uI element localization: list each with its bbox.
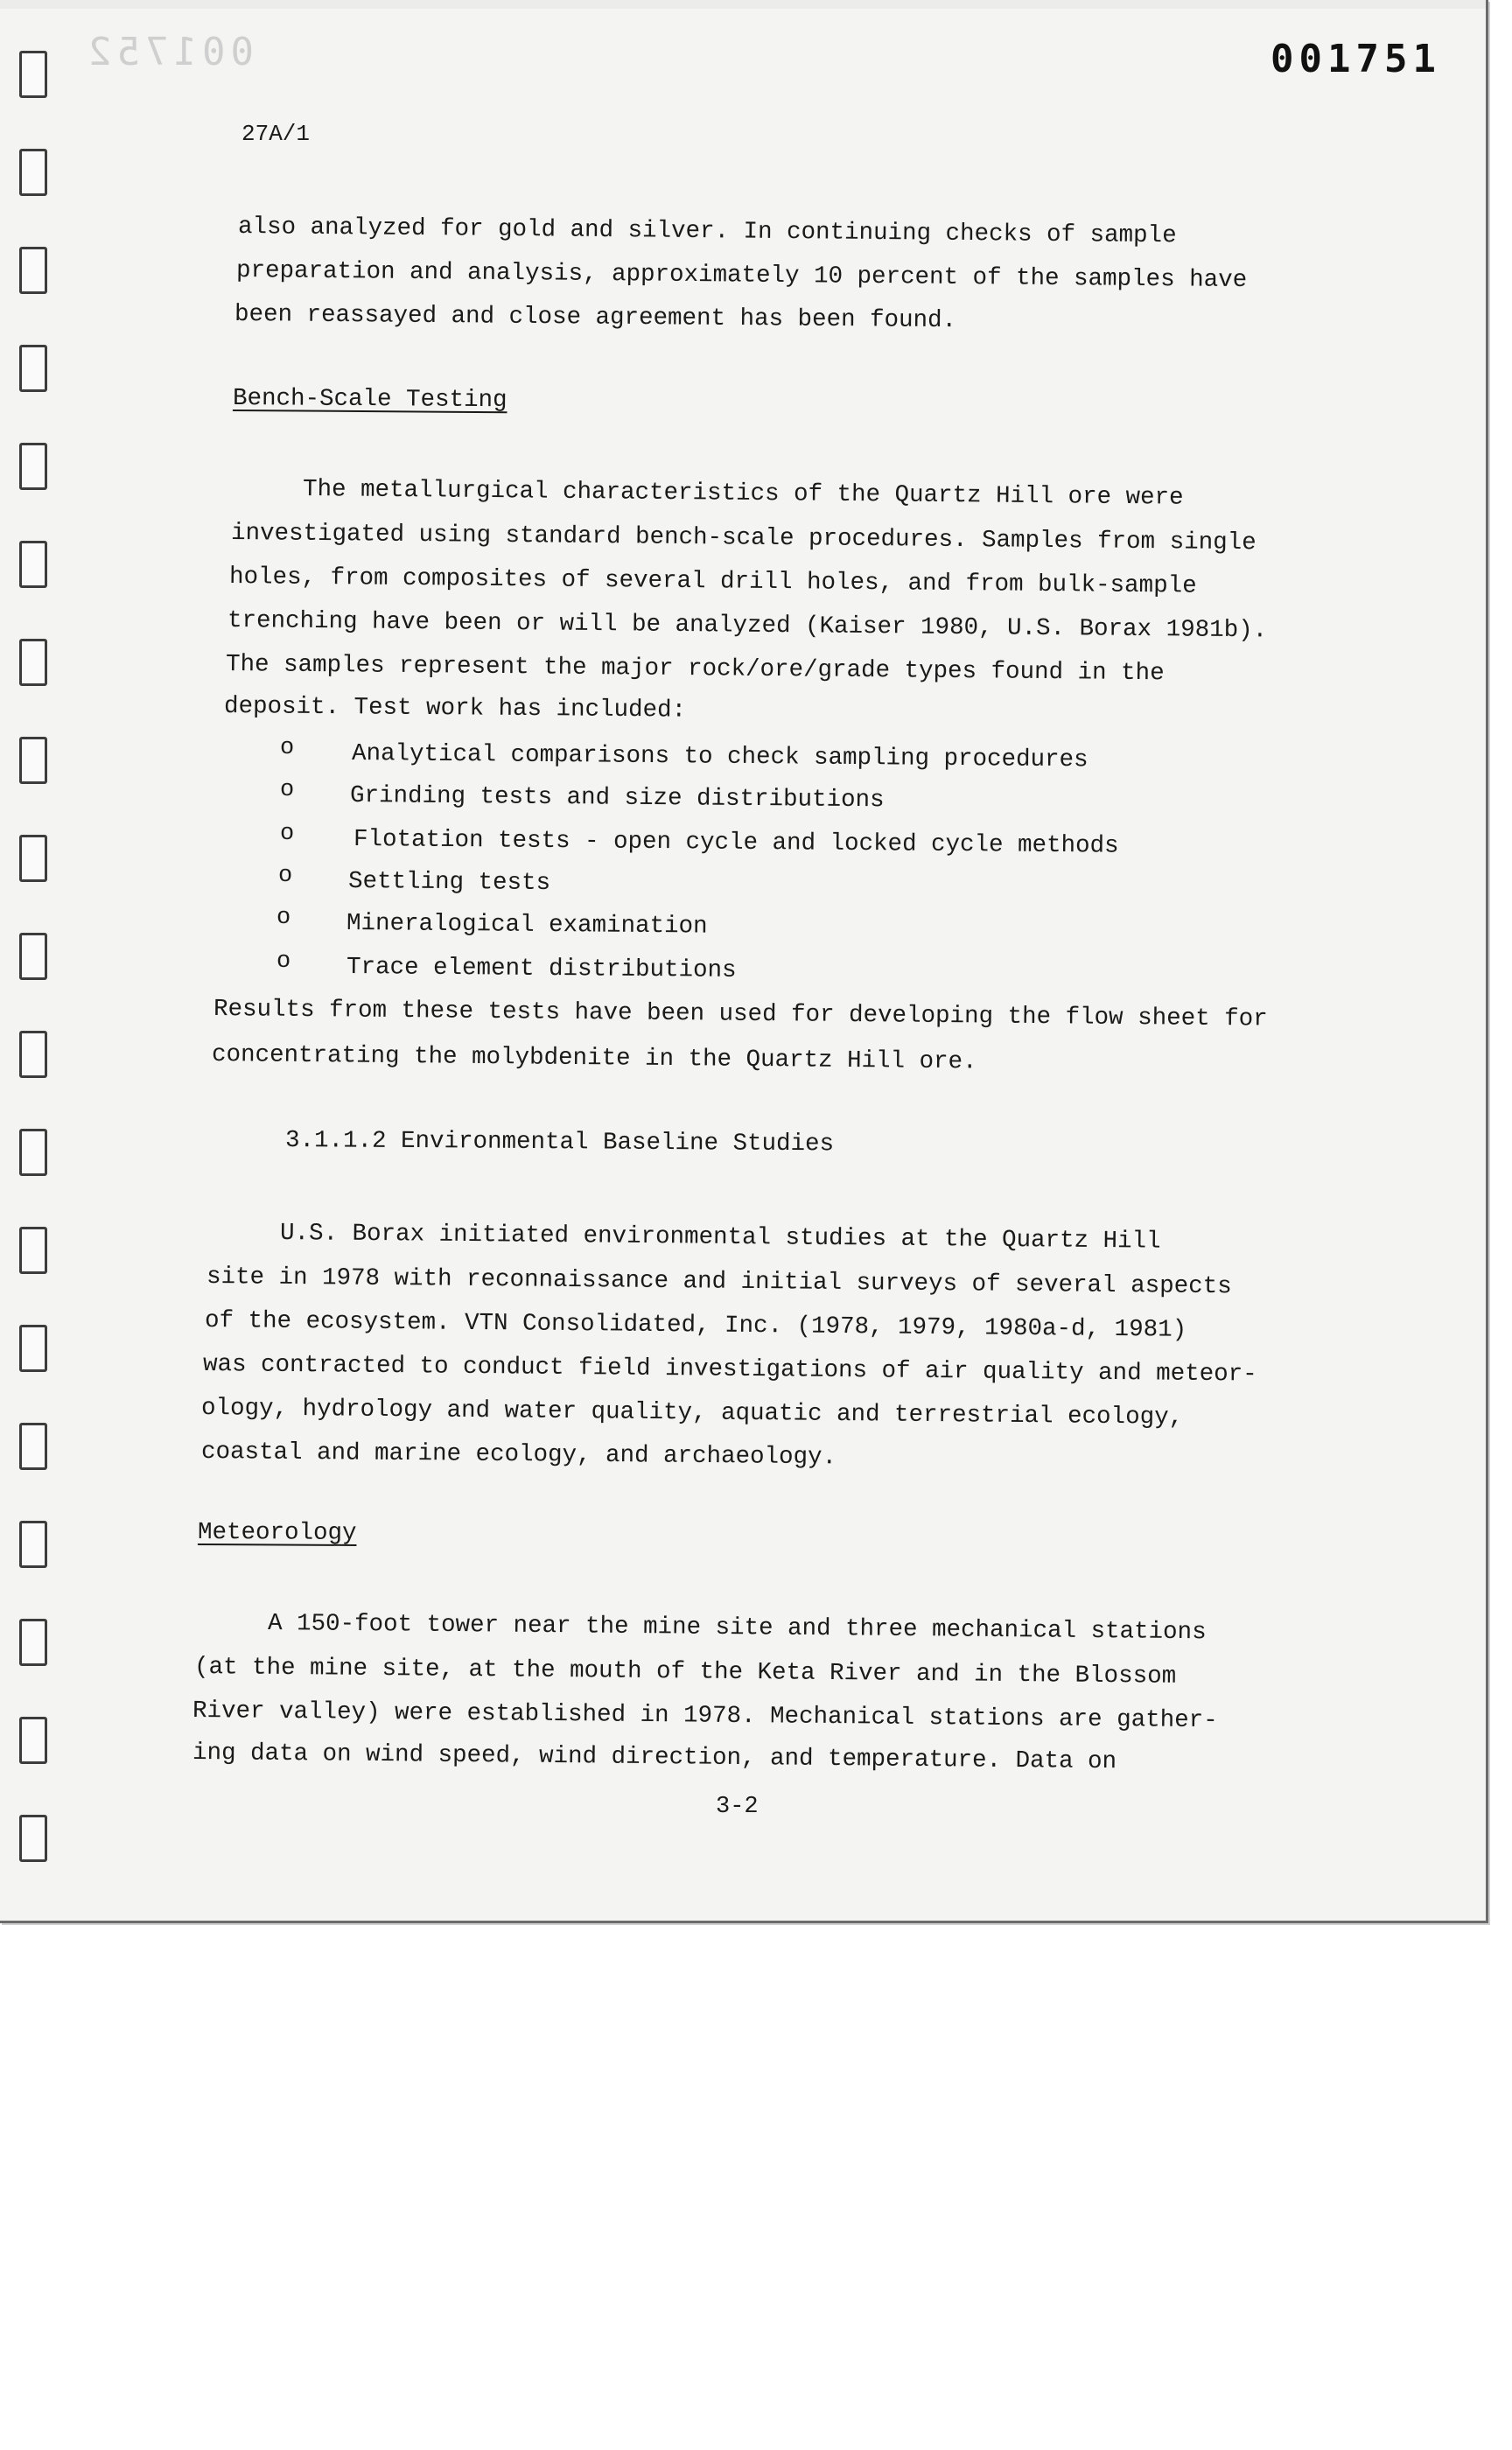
- text-line: ing data on wind speed, wind direction, and temperature. Data on: [192, 1740, 1117, 1776]
- bullet-icon: o: [280, 777, 295, 803]
- list-item: Mineralogical examination: [346, 910, 708, 941]
- list-item: Analytical comparisons to check sampling procedures: [351, 740, 1088, 774]
- bullet-icon: o: [276, 948, 291, 975]
- bullet-icon: o: [280, 735, 295, 761]
- section-heading: Meteorology: [197, 1519, 357, 1547]
- bates-stamp: 001751: [1270, 37, 1441, 81]
- bullet-icon: o: [278, 863, 293, 889]
- text-line: (at the mine site, at the mouth of the Keta River and in the Blossom: [193, 1654, 1177, 1690]
- text-line: was contracted to conduct field investigations of air quality and meteor-: [202, 1351, 1257, 1389]
- text-line: also analyzed for gold and silver. In continuing checks of sample: [237, 214, 1177, 250]
- text-line: of the ecosystem. VTN Consolidated, Inc. (1978, 1979, 1980a-d, 1981): [204, 1307, 1187, 1344]
- text-line: The samples represent the major rock/ore/grade types found in the: [225, 651, 1165, 688]
- text-line: The metallurgical characteristics of the Quartz Hill ore were: [302, 476, 1184, 512]
- section-heading: Bench-Scale Testing: [232, 385, 508, 415]
- text-line: River valley) were established in 1978. Mechanical stations are gather-: [192, 1698, 1218, 1735]
- bleed-through-number: 001752: [83, 30, 254, 74]
- bullet-icon: o: [280, 821, 295, 847]
- document-id: 27A/1: [242, 121, 311, 147]
- bullet-icon: o: [276, 905, 291, 931]
- text-line: U.S. Borax initiated environmental studies at the Quartz Hill: [279, 1220, 1161, 1256]
- text-line: concentrating the molybdenite in the Quartz Hill ore.: [211, 1041, 977, 1076]
- list-item: Settling tests: [347, 868, 551, 898]
- list-item: Grinding tests and size distributions: [349, 782, 885, 815]
- text-line: ology, hydrology and water quality, aquatic and terrestrial ecology,: [200, 1395, 1184, 1432]
- list-item: Flotation tests - open cycle and locked cycle methods: [353, 826, 1119, 860]
- text-line: holes, from composites of several drill holes, and from bulk-sample: [228, 564, 1197, 600]
- text-line: Results from these tests have been used for developing the flow sheet for: [213, 996, 1268, 1033]
- text-line: been reassayed and close agreement has been found.: [234, 301, 957, 335]
- text-line: A 150-foot tower near the mine site and three mechanical stations: [267, 1610, 1207, 1647]
- subsection-heading: 3.1.1.2 Environmental Baseline Studies: [284, 1127, 835, 1158]
- text-line: preparation and analysis, approximately 10 percent of the samples have: [235, 257, 1248, 295]
- page-number: 3-2: [716, 1794, 759, 1820]
- text-line: deposit. Test work has included:: [223, 693, 687, 724]
- text-line: site in 1978 with reconnaissance and initial surveys of several aspects: [206, 1264, 1232, 1301]
- text-line: coastal and marine ecology, and archaeology.: [200, 1438, 837, 1472]
- text-line: trenching have been or will be analyzed (Kaiser 1980, U.S. Borax 1981b).: [227, 607, 1268, 645]
- text-line: investigated using standard bench-scale procedures. Samples from single: [230, 520, 1256, 557]
- list-item: Trace element distributions: [346, 954, 737, 984]
